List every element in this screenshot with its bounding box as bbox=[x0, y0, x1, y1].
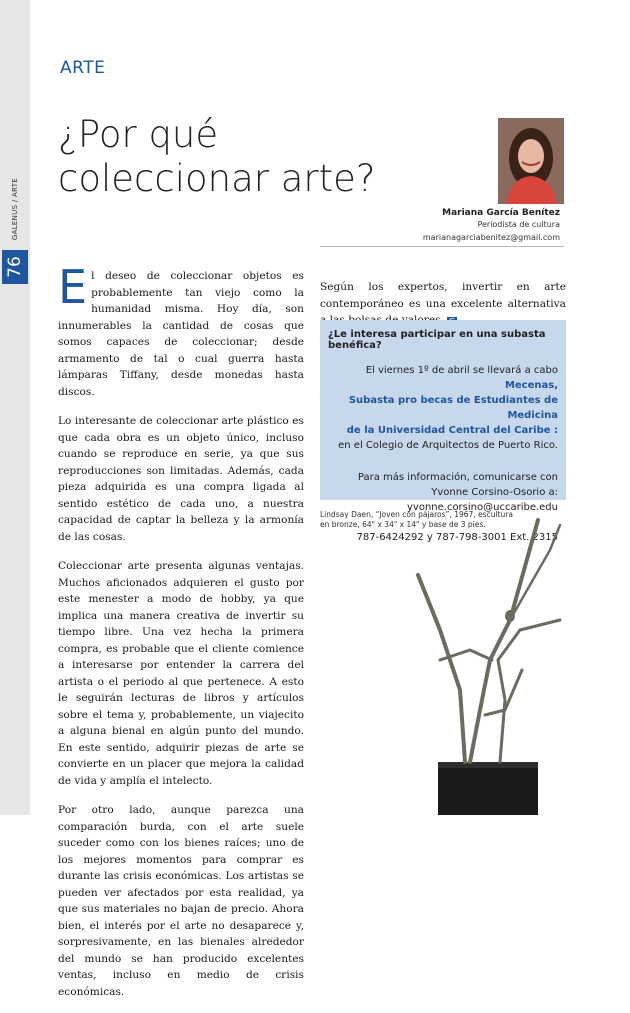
box-title: ¿Le interesa participar en una subasta benéfica? bbox=[328, 329, 546, 351]
title-line-2: coleccionar arte? bbox=[58, 157, 376, 200]
byline-divider bbox=[320, 246, 564, 247]
box-event bbox=[328, 363, 558, 453]
section-label: ARTE bbox=[60, 58, 106, 78]
author-portrait-image bbox=[498, 118, 564, 204]
paragraph-3: Coleccionar arte presenta algunas ventajas. Muchos aficionados adquieren el gusto por este menester a modo de hobby, ya que implica una manera creativa de invertir su tiempo libre. Una vez hecha la primera compra, es probable que el cliente comience a interesarse por entender la carrera del artista o el periodo al que pertenece. A esto le seguirán lecturas de libros y artículos sobre el tema y, probablemente, un viajecito a alguna bienal en algún punto del mundo. En este sentido, adquirir piezas de arte se convierte en un placer que mejora la calidad de vida y amplía el intelecto. bbox=[58, 560, 304, 787]
page-number-text: 76 bbox=[4, 256, 25, 278]
contact-email[interactable]: yvonne.corsino@uccaribe.edu bbox=[406, 502, 558, 513]
sculpture-image bbox=[410, 510, 570, 815]
event-venue: en el Colegio de Arquitectos de Puerto Rico. bbox=[338, 440, 558, 451]
article-title bbox=[58, 113, 478, 201]
event-name-2: Subasta pro becas de Estudiantes de Medicina bbox=[348, 395, 558, 421]
title-line-1: ¿Por qué bbox=[58, 113, 219, 156]
author-name: Mariana García Benítez bbox=[442, 208, 560, 218]
event-intro: El viernes 1º de abril se llevará a cabo bbox=[365, 365, 558, 376]
contact-phones: 787-6424292 y 787-798-3001 Ext. 2315 bbox=[356, 532, 558, 543]
caption-line-2: en bronze, 64" x 34" x 14" y base de 3 pies. bbox=[320, 520, 486, 529]
paragraph-1 bbox=[58, 260, 304, 400]
event-name: Mecenas, bbox=[504, 380, 558, 391]
paragraph-2: Lo interesante de coleccionar arte plástico es que cada obra es un objeto único, incluso cuando se reproduce en serie, ya que sus reproducciones son limitadas. Además, cada pieza adquirida es una compra ligada al sentido estético de cada uno, a nuestra capacidad de captar la belleza y la armonía de las cosas. bbox=[58, 415, 304, 543]
closing-text: Según los expertos, invertir en arte contemporáneo es una excelente alternativa bbox=[320, 281, 566, 310]
article-body-left bbox=[58, 260, 304, 1013]
author-portrait bbox=[498, 118, 564, 204]
contact-line: Para más información, comunicarse con bbox=[357, 472, 558, 483]
page-number bbox=[2, 250, 28, 284]
margin-band bbox=[0, 0, 30, 815]
drop-cap: E bbox=[58, 260, 88, 314]
author-email[interactable]: marianagarciabenitez@gmail.com bbox=[422, 233, 560, 242]
contact-name: Yvonne Corsino-Osorio a: bbox=[431, 487, 558, 498]
event-name-3: de la Universidad Central del Caribe : bbox=[346, 425, 558, 436]
caption-line-1: Lindsay Daen, “Joven con pájaros”, 1967, escultura bbox=[320, 510, 513, 519]
paragraph-1-text: l deseo de coleccionar objetos es probablemente tan viejo como la humanidad misma. Hoy día, son innumerables la cantidad de cosas que somos capaces de coleccionar; desde armamento de tal o cual guerra hasta lámparas Tiffany, desde monedas hasta discos. bbox=[58, 270, 304, 398]
paragraph-4: Por otro lado, aunque parezca una comparación burda, con el arte suele suceder como con los bienes raíces; uno de los mejores momentos para comprar es durante las crisis económicas. Los artistas se pueden ver afectados por esta realidad, ya que sus materiales no bajan de precio. Ahora bien, el interés por el arte no desaparece y, sorpresivamente, en las bienales alrededor del mundo se han producido excelentes ventas, incluso en medio de crisis económicas. bbox=[58, 804, 304, 998]
running-head: GALENUS / ARTE bbox=[11, 177, 19, 241]
sculpture-photo bbox=[410, 510, 570, 815]
author-role: Periodista de cultura bbox=[477, 220, 560, 229]
box-contact bbox=[328, 470, 558, 515]
